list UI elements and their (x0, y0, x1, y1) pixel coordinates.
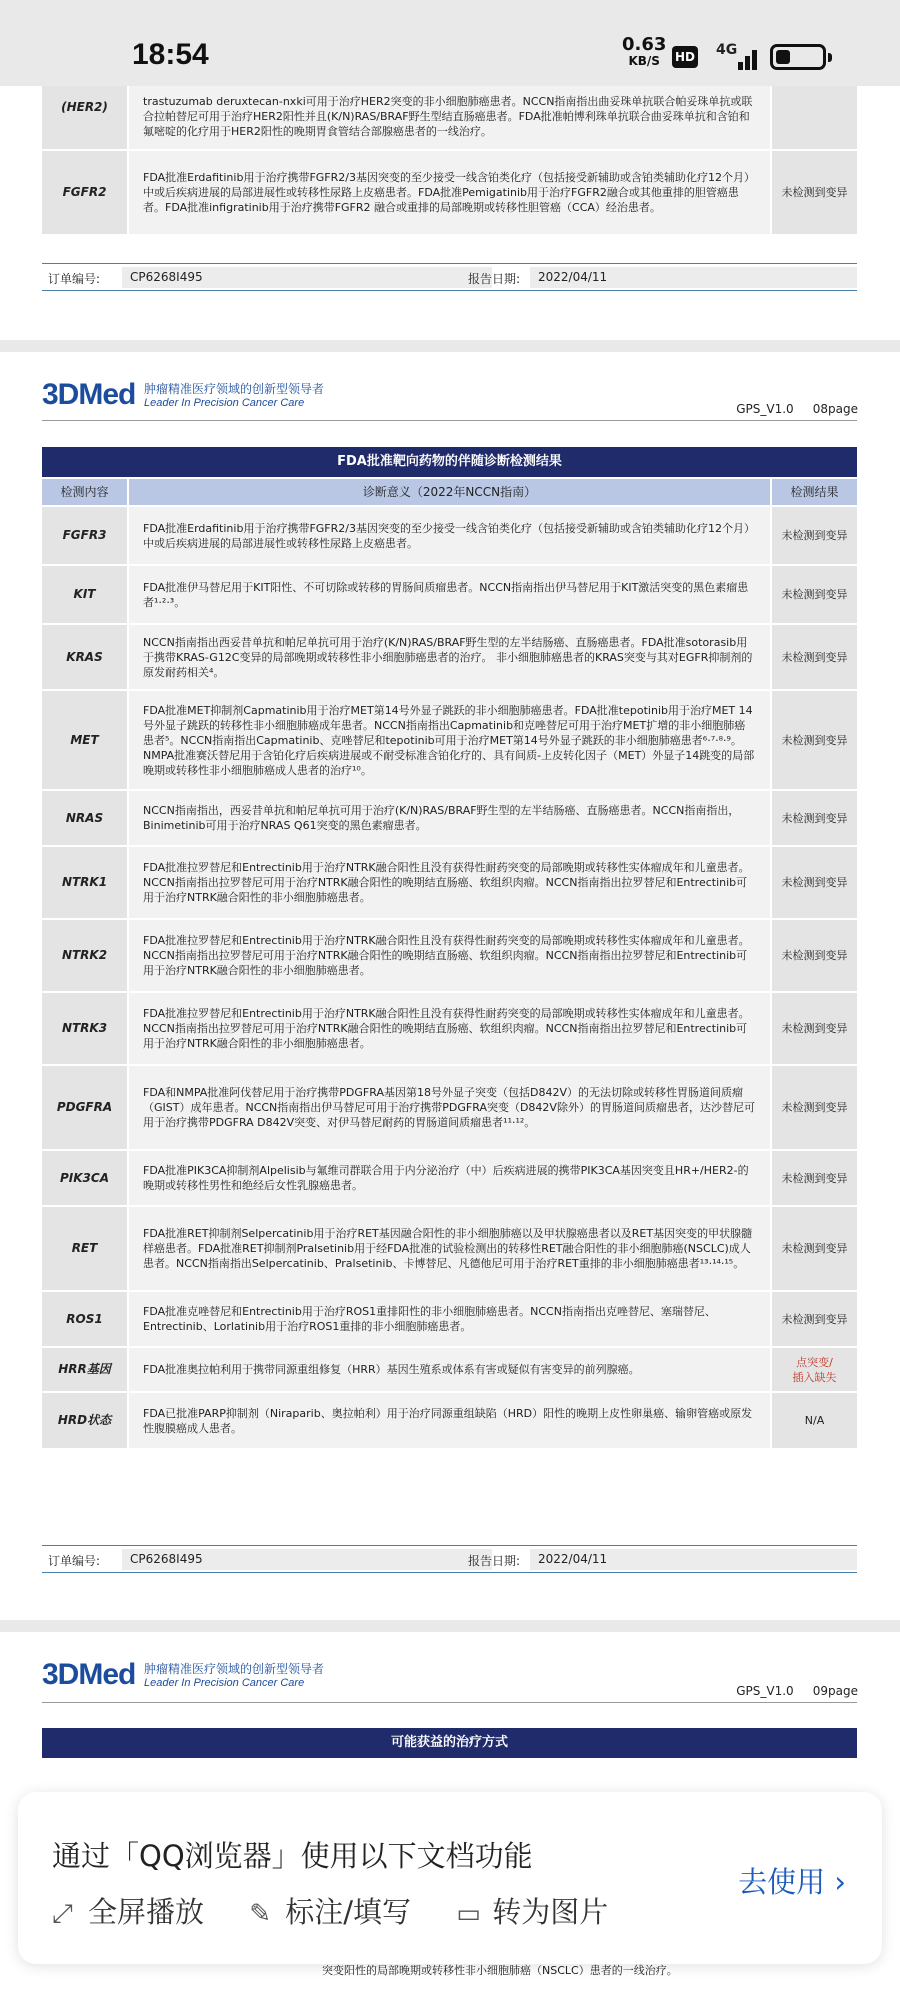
gene-cell: NTRK2 (42, 919, 128, 992)
table-row (42, 690, 857, 790)
battery-icon (770, 44, 826, 70)
order-number: CP6268I495 (122, 1549, 492, 1570)
network-type: 4G (716, 42, 738, 58)
header-desc: 诊断意义（2022年NCCN指南） (128, 479, 771, 506)
table-header (42, 479, 857, 506)
gene-cell: PDGFRA (42, 1065, 128, 1150)
desc-cell: FDA批准PIK3CA抑制剂Alpelisib与氟维司群联合用于内分泌治疗（中）后疾病进展的携带PIK3CA基因突变且HR+/HER2-的晚期或转移性男性和绝经后女性乳腺癌患者。 (128, 1150, 771, 1206)
table-row (42, 1347, 857, 1392)
gene-cell: ROS1 (42, 1291, 128, 1347)
desc-cell: FDA批准MET抑制剂Capmatinib用于治疗MET第14号外显子跳跃的非小细胞肺癌患者。FDA批准tepotinib用于治疗MET 14号外显子跳跃的转移性非小细胞肺癌成年患者。NCCN指南指出Capmatinib和克唑替尼可用于治疗MET扩增的非小细胞肺癌患者⁵。NCCN指南指出Capmatinib、克唑替尼和tepotinib可用于治疗MET第14号外显子跳跃的非小细胞肺癌患者⁶·⁷·⁸·⁹。NMPA批准赛沃替尼用于含铂化疗后疾病进展或不耐受标准含铂化疗的、具有间质-上皮转化因子（MET）外显子14跳变的局部晚期或转移性非小细胞肺癌成人患者的治疗¹⁰。 (128, 690, 771, 790)
desc-cell: trastuzumab deruxtecan-nxki可用于治疗HER2突变的非小细胞肺癌患者。NCCN指南指出曲妥珠单抗联合帕妥珠单抗或联合拉帕替尼可用于治疗HER2阳性并且(K/N)RAS/BRAF野生型结直肠癌患者。FDA批准帕博利珠单抗联合曲妥珠单抗和含铂和氟嘧啶的化疗用于HER2阳性的晚期胃食管结合部腺癌患者的一线治疗。 (128, 66, 771, 150)
page3-body-text: 突变阳性的局部晚期或转移性非小细胞肺癌（NSCLC）患者的一线治疗。 (322, 1964, 678, 1977)
fullscreen-option[interactable]: ⤢ 全屏播放 (52, 1895, 205, 1929)
desc-cell: FDA批准RET抑制剂Selpercatinib用于治疗RET基因融合阳性的非小细胞肺癌以及甲状腺癌患者以及RET基因突变的甲状腺髓样癌患者。FDA批准RET抑制剂Pralsetinib用于经FDA批准的试验检测出的转移性RET融合阳性的非小细胞肺癌(NSCLC)成人患者。NCCN指南指出Selpercatinib、Pralsetinib、卡博替尼、凡德他尼可用于治疗RET重排的非小细胞肺癌患者¹³·¹⁴·¹⁵。 (128, 1206, 771, 1291)
document-page-2 (0, 352, 900, 1620)
to-image-option[interactable]: ▭ 转为图片 (456, 1895, 609, 1929)
table-row (42, 506, 857, 565)
gene-cell: NTRK1 (42, 846, 128, 919)
table-row (42, 1392, 857, 1449)
signal-icon (730, 44, 760, 70)
desc-cell: FDA批准拉罗替尼和Entrectinib用于治疗NTRK融合阳性且没有获得性耐药突变的局部晚期或转移性实体瘤成年和儿童患者。NCCN指南指出拉罗替尼可用于治疗NTRK融合阳性的晚期结直肠癌、软组织肉瘤。NCCN指南指出拉罗替尼和Entrectinib可用于治疗NTRK融合阳性的非小细胞肺癌患者。 (128, 846, 771, 919)
order-info-bar: 订单编号: CP6268I495 报告日期: 2022/04/11 (42, 1545, 857, 1573)
result-cell: 未检测到变异 (771, 846, 857, 919)
gene-cell: MET (42, 690, 128, 790)
qq-browser-popup[interactable] (18, 1792, 882, 1964)
result-cell: 点突变/ 插入缺失 (771, 1347, 857, 1392)
result-cell: 未检测到变异 (771, 790, 857, 846)
gene-cell: KRAS (42, 624, 128, 690)
order-number: CP6268I495 (122, 267, 492, 288)
report-date: 2022/04/11 (530, 1549, 857, 1570)
table-row (42, 790, 857, 846)
go-use-button[interactable]: 去使用 › (738, 1865, 846, 1899)
image-icon: ▭ (456, 1899, 481, 1929)
hd-icon: HD (672, 46, 698, 68)
result-cell: 未检测到变异 (771, 624, 857, 690)
table-row (42, 565, 857, 624)
table-row (42, 919, 857, 992)
page-number: GPS_V1.0 08page (736, 402, 858, 416)
table-row (42, 992, 857, 1065)
header-divider (42, 1702, 857, 1703)
gene-cell: NTRK3 (42, 992, 128, 1065)
gene-cell: HRR基因 (42, 1347, 128, 1392)
header-divider (42, 420, 857, 421)
p1-table (42, 66, 857, 236)
table-row (42, 150, 857, 235)
report-date: 2022/04/11 (530, 267, 857, 288)
company-logo: 3DMed 肿瘤精准医疗领域的创新型领导者 Leader In Precision Cancer Care (42, 378, 325, 411)
edit-icon: ✎ (249, 1899, 272, 1929)
gene-cell: PIK3CA (42, 1150, 128, 1206)
desc-cell: NCCN指南指出西妥昔单抗和帕尼单抗可用于治疗(K/N)RAS/BRAF野生型的左半结肠癌、直肠癌患者。FDA批准sotorasib用于携带KRAS-G12C变异的局部晚期或转移性非小细胞肺癌患者的治疗。 非小细胞肺癌患者的KRAS突变与其对EGFR抑制剂的原发耐药相关⁴。 (128, 624, 771, 690)
gene-cell: RET (42, 1206, 128, 1291)
desc-cell: FDA批准奥拉帕利用于携带同源重组修复（HRR）基因生殖系或体系有害或疑似有害变异的前列腺癌。 (128, 1347, 771, 1392)
result-cell: N/A (771, 1392, 857, 1449)
header-gene: 检测内容 (42, 479, 128, 506)
table-row (42, 624, 857, 690)
gene-cell: (HER2) (42, 66, 128, 150)
gene-cell: NRAS (42, 790, 128, 846)
annotate-option[interactable]: ✎ 标注/填写 (249, 1895, 412, 1929)
result-cell: 未检测到变异 (771, 1065, 857, 1150)
desc-cell: FDA批准Erdafitinib用于治疗携带FGFR2/3基因突变的至少接受一线含铂类化疗（包括接受新辅助或含铂类辅助化疗12个月）中或后疾病进展的局部进展性或转移性尿路上皮癌患者。 (128, 506, 771, 565)
desc-cell: FDA批准克唑替尼和Entrectinib用于治疗ROS1重排阳性的非小细胞肺癌患者。NCCN指南指出克唑替尼、塞瑞替尼、Entrectinib、Lorlatinib用于治疗ROS1重排的非小细胞肺癌患者。 (128, 1291, 771, 1347)
table-row (42, 1206, 857, 1291)
result-cell: 未检测到变异 (771, 919, 857, 992)
gene-cell: KIT (42, 565, 128, 624)
result-cell: 未检测到变异 (771, 1206, 857, 1291)
companion-diagnostic-table (42, 479, 857, 1450)
section-title: FDA批准靶向药物的伴随诊断检测结果 (42, 447, 857, 477)
network-speed: 0.63 KB/S (622, 34, 667, 68)
desc-cell: FDA批准拉罗替尼和Entrectinib用于治疗NTRK融合阳性且没有获得性耐药突变的局部晚期或转移性实体瘤成年和儿童患者。NCCN指南指出拉罗替尼可用于治疗NTRK融合阳性的晚期结直肠癌、软组织肉瘤。NCCN指南指出拉罗替尼和Entrectinib可用于治疗NTRK融合阳性的非小细胞肺癌患者。 (128, 992, 771, 1065)
clock: 18:54 (132, 38, 209, 71)
table-row (42, 1150, 857, 1206)
section-title: 可能获益的治疗方式 (42, 1728, 857, 1758)
popup-options (52, 1890, 644, 1931)
company-logo: 3DMed 肿瘤精准医疗领域的创新型领导者 Leader In Precision Cancer Care (42, 1658, 325, 1691)
table-row (42, 846, 857, 919)
result-cell: 未检测到变异 (771, 1150, 857, 1206)
header-result: 检测结果 (771, 479, 857, 506)
result-cell: 未检测到变异 (771, 690, 857, 790)
table-row (42, 1065, 857, 1150)
table-row (42, 1291, 857, 1347)
gene-cell: FGFR3 (42, 506, 128, 565)
result-cell: 未检测到变异 (771, 1291, 857, 1347)
result-cell: 未检测到变异 (771, 565, 857, 624)
desc-cell: FDA和NMPA批准阿伐替尼用于治疗携带PDGFRA基因第18号外显子突变（包括D842V）的无法切除或转移性胃肠道间质瘤（GIST）成年患者。NCCN指南指出伊马替尼可用于治疗携带PDGFRA突变（D842V除外）的胃肠道间质瘤患者，达沙替尼可用于治疗携带PDGFRA D842V突变、对伊马替尼耐药的胃肠道间质瘤患者¹¹·¹²。 (128, 1065, 771, 1150)
fullscreen-icon: ⤢ (52, 1899, 73, 1929)
result-cell: 未检测到变异 (771, 506, 857, 565)
desc-cell: FDA批准伊马替尼用于KIT阳性、不可切除或转移的胃肠间质瘤患者。NCCN指南指出伊马替尼用于KIT激活突变的黑色素瘤患者¹·²·³。 (128, 565, 771, 624)
desc-cell: FDA批准拉罗替尼和Entrectinib用于治疗NTRK融合阳性且没有获得性耐药突变的局部晚期或转移性实体瘤成年和儿童患者。NCCN指南指出拉罗替尼可用于治疗NTRK融合阳性的晚期结直肠癌、软组织肉瘤。NCCN指南指出拉罗替尼和Entrectinib可用于治疗NTRK融合阳性的非小细胞肺癌患者。 (128, 919, 771, 992)
popup-title: 通过「QQ浏览器」使用以下文档功能 (52, 1839, 533, 1873)
gene-cell: FGFR2 (42, 150, 128, 235)
desc-cell: FDA批准Erdafitinib用于治疗携带FGFR2/3基因突变的至少接受一线含铂类化疗（包括接受新辅助或含铂类辅助化疗12个月）中或后疾病进展的局部进展性或转移性尿路上皮癌患者。FDA批准Pemigatinib用于治疗FGFR2融合或其他重排的胆管癌患者。FDA批准infigratinib用于治疗携带FGFR2 融合或重排的局部晚期或转移性胆管癌（CCA）经治患者。 (128, 150, 771, 235)
desc-cell: NCCN指南指出，西妥昔单抗和帕尼单抗可用于治疗(K/N)RAS/BRAF野生型的左半结肠癌、直肠癌患者。NCCN指南指出，Binimetinib可用于治疗NRAS Q61突变的黑色素瘤患者。 (128, 790, 771, 846)
result-cell: 未检测到变异 (771, 150, 857, 235)
result-cell: 未检测到变异 (771, 992, 857, 1065)
page-number: GPS_V1.0 09page (736, 1684, 858, 1698)
order-info-bar: 订单编号: CP6268I495 报告日期: 2022/04/11 (42, 263, 857, 291)
gene-cell: HRD状态 (42, 1392, 128, 1449)
desc-cell: FDA已批准PARP抑制剂（Niraparib、奥拉帕利）用于治疗同源重组缺陷（HRD）阳性的晚期上皮性卵巢癌、输卵管癌或原发性腹膜癌成人患者。 (128, 1392, 771, 1449)
status-bar (0, 0, 900, 86)
